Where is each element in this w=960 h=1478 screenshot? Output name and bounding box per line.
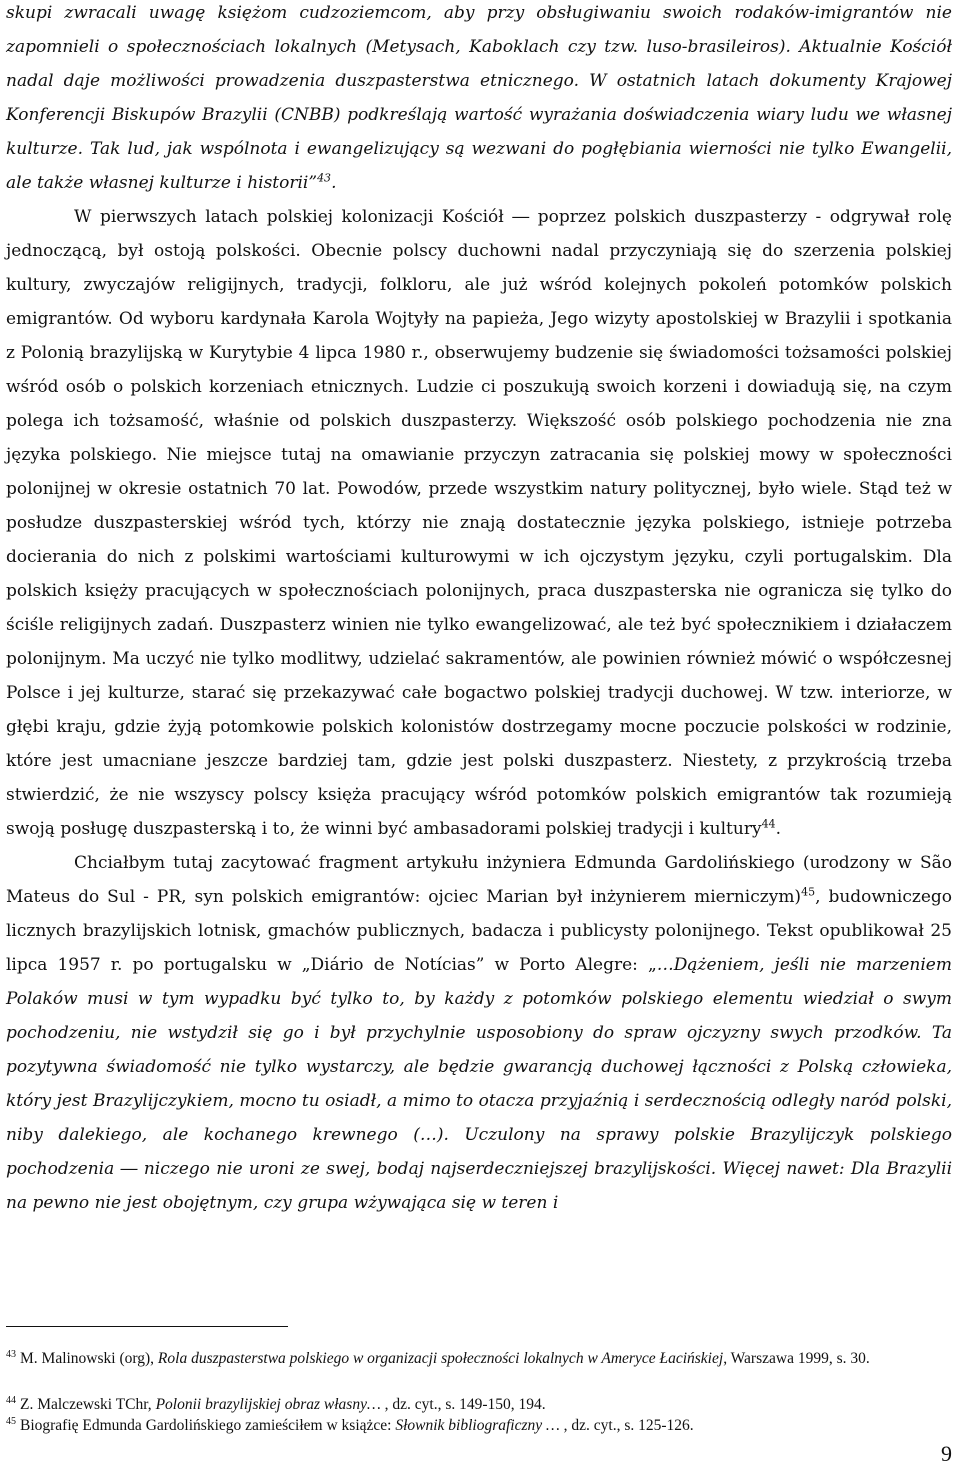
footnote-title: Rola duszpasterstwa polskiego w organizacji społeczności lokalnych w Ameryce Łacińskiej	[157, 1350, 724, 1367]
paragraph-3-text-b: , budowniczego licznych brazylijskich lotnisk, gmachów publicznych, badacza i publicysty polonijnego. Tekst opublikował 25 lipca 1957 r. po portugalsku w „Diário de Notícias” w Porto Alegre: „	[6, 887, 952, 975]
footnote-title: Słownik bibliograficzny …	[395, 1417, 560, 1434]
footnote-title: Polonii brazylijskiej obraz własny…	[155, 1396, 381, 1413]
footnote-text-pre: Biografię Edmunda Gardolińskiego zamieściłem w książce:	[20, 1417, 396, 1434]
body-text	[6, 0, 952, 1220]
paragraph-1-end: .	[331, 173, 337, 193]
footnote-ref-45[interactable]: 45	[801, 885, 816, 899]
footnote-ref-43[interactable]: 43	[317, 171, 332, 185]
paragraph-2-end: .	[775, 819, 781, 839]
footnote-text-post: , Warszawa 1999, s. 30.	[723, 1350, 870, 1367]
paragraph-3-quote: …Dążeniem, jeśli nie marzeniem Polaków musi w tym wypadku być tylko to, by każdy z potomków polskiego elementu wiedział o swym pochodzeniu, nie wstydził się go i był przychylnie usposobiony do spraw ojczyzny swych przodków. Ta pozytywna świadomość nie tylko wystarczy, ale będzie gwarancją duchowej łączności z Polską człowieka, który jest Brazylijczykiem, mocno tu osiadł, a mimo to otacza przyjaźnią i serdecznością odległy naród polski, niby dalekiego, ale kochanego krewnego (…). Uczulony na sprawy polskie Brazylijczyk polskiego pochodzenia ― niczego nie uroni ze swej, bodaj najserdeczniejszej brazylijskości. Więcej nawet: Dla Brazylii na pewno nie jest obojętnym, czy grupa wżywająca się w teren i	[6, 955, 952, 1213]
footnote-43	[6, 1348, 952, 1369]
paragraph-1	[6, 0, 952, 200]
footnote-text-post: , dz. cyt., s. 125-126.	[559, 1417, 694, 1434]
footnote-ref-44[interactable]: 44	[761, 817, 776, 831]
page-number: 9	[941, 1441, 952, 1466]
footnote-text-pre: M. Malinowski (org),	[20, 1350, 158, 1367]
footnote-text-post: , dz. cyt., s. 149-150, 194.	[380, 1396, 546, 1413]
footnote-44	[6, 1394, 952, 1415]
paragraph-2-text: W pierwszych latach polskiej kolonizacji Kościół ― poprzez polskich duszpasterzy - odgrywał rolę jednoczącą, był ostoją polskości. Obecnie polscy duchowni nadal przyczyniają się do szerzenia polskiej kultury, zwyczajów religijnych, tradycji, folkloru, ale już wśród kolejnych pokoleń potomków polskich emigrantów. Od wyboru kardynała Karola Wojtyły na papieża, Jego wizyty apostolskiej w Brazylii i spotkania z Polonią brazylijską w Kurytybie 4 lipca 1980 r., obserwujemy budzenie się świadomości tożsamości polskiej wśród osób o polskich korzeniach etnicznych. Ludzie ci poszukują swoich korzeni i dowiadują się, na czym polega ich tożsamość, właśnie od polskich duszpasterzy. Większość osób polskiego pochodzenia nie zna języka polskiego. Nie miejsce tutaj na omawianie przyczyn zatracania się polskiej mowy w społeczności polonijnej w okresie ostatnich 70 lat. Powodów, przede wszystkim natury politycznej, było wiele. Stąd też w posłudze duszpasterskiej wśród tych, którzy nie znają dostatecznie języka polskiego, istnieje potrzeba docierania do nich z polskimi wartościami kulturowymi w ich ojczystym języku, czyli portugalskim. Dla polskich księży pracujących w społecznościach polonijnych, praca duszpasterska nie ogranicza się tylko do ściśle religijnych zadań. Duszpasterz winien nie tylko ewangelizować, ale też być społecznikiem i działaczem polonijnym. Ma uczyć nie tylko modlitwy, udzielać sakramentów, ale powinien również mówić o współczesnej Polsce i jej kulturze, starać się przekazywać całe bogactwo polskiej tradycji duchowej. W tzw. interiorze, w głębi kraju, gdzie żyją potomkowie polskich kolonistów dostrzegamy mocne poczucie polskości w rodzinie, które jest umacniane jeszcze bardziej tam, gdzie jest polski duszpasterz. Niestety, z przykrością trzeba stwierdzić, że nie wszyscy polscy księża pracujący wśród potomków polskich emigrantów tak rozumieją swoją posługę duszpasterską i to, że winni być ambasadorami polskiej tradycji i kultury	[6, 207, 952, 839]
footnote-number: 45	[6, 1415, 16, 1427]
footnote-number: 43	[6, 1348, 16, 1360]
footnote-text-pre: Z. Malczewski TChr,	[20, 1396, 156, 1413]
paragraph-2	[6, 200, 952, 846]
footnote-number: 44	[6, 1394, 16, 1406]
footnote-45	[6, 1415, 952, 1436]
footnote-separator	[6, 1326, 288, 1327]
paragraph-1-text: skupi zwracali uwagę księżom cudzoziemcom, aby przy obsługiwaniu swoich rodaków-imigrantów nie zapomnieli o społecznościach lokalnych (Metysach, Kaboklach czy tzw. luso-brasileiros). Aktualnie Kościół nadal daje możliwości prowadzenia duszpasterstwa etnicznego. W ostatnich latach dokumenty Krajowej Konferencji Biskupów Brazylii (CNBB) podkreślają wartość wyrażania doświadczenia wiary ludu we własnej kulturze. Tak lud, jak wspólnota i ewangelizujący są wezwani do pogłębiania wierności nie tylko Ewangelii, ale także własnej kulturze i historii”	[6, 3, 952, 193]
paragraph-3	[6, 846, 952, 1220]
paragraph-3-text-a: Chciałbym tutaj zacytować fragment artykułu inżyniera Edmunda Gardolińskiego (urodzony w São Mateus do Sul - PR, syn polskich emigrantów: ojciec Marian był inżynierem mierniczym)	[6, 853, 952, 907]
